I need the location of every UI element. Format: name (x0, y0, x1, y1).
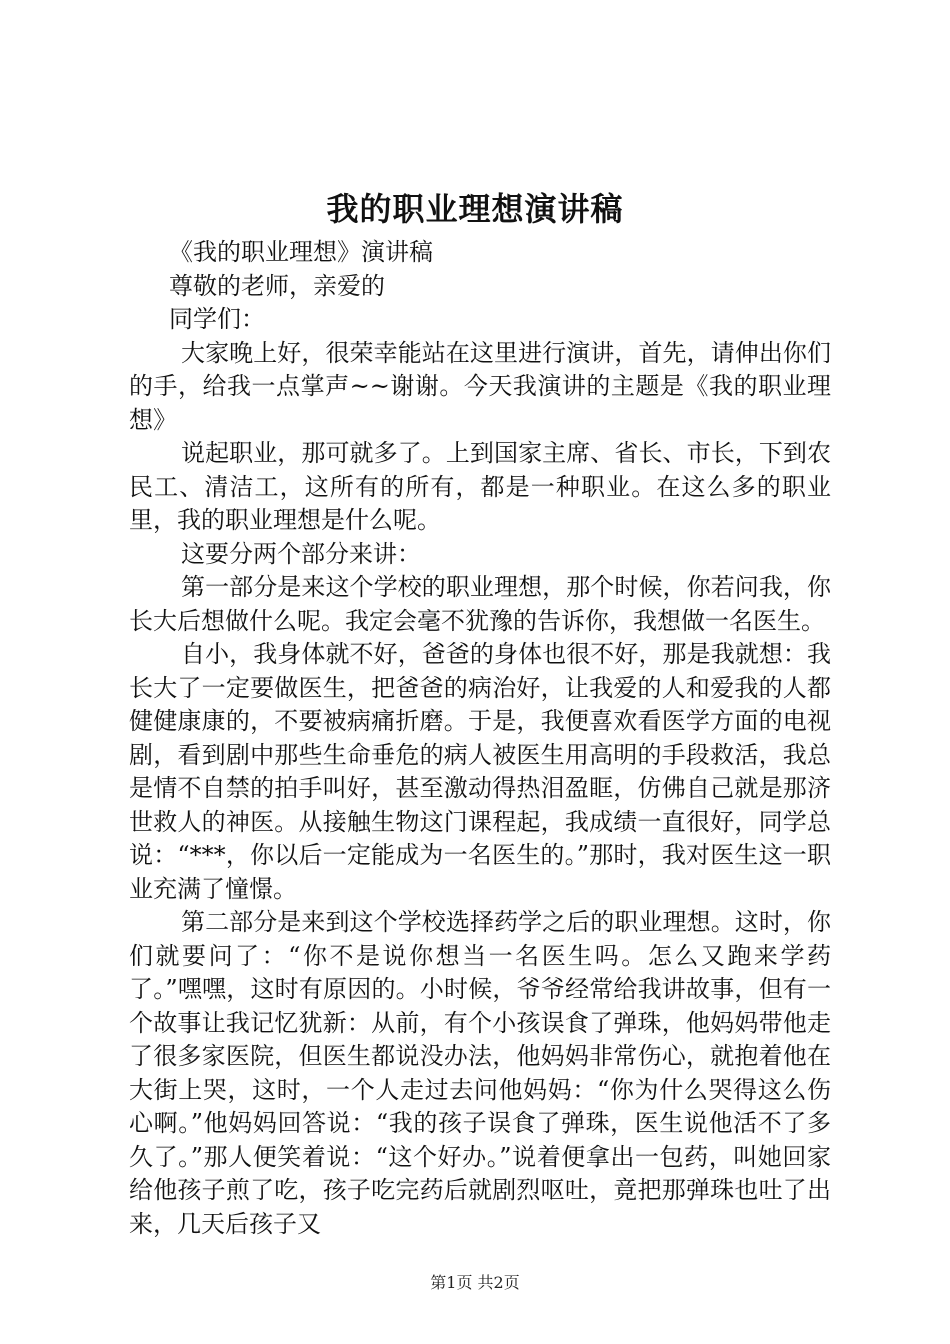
paragraph-two-parts: 这要分两个部分来讲： (181, 539, 421, 568)
document-title: 我的职业理想演讲稿 (326, 190, 624, 228)
salutation-line-2: 同学们： (169, 305, 265, 333)
document-body (129, 236, 831, 1241)
paragraph-part-two: 第二部分是来到这个学校选择药学之后的职业理想。这时，你们就要问了：“你不是说你想当一名医生吗。怎么又跑来学药了。”嘿嘿，这时有原因的。小时候，爷爷经常给我讲故事，但有一个故事让我记忆犹新：从前，有个小孩误食了弹珠，他妈妈带他走了很多家医院，但医生都说没办法，他妈妈非常伤心，就抱着他在大街上哭，这时，一个人走过去问他妈妈：“你为什么哭得这么伤心啊。”他妈妈回答说：“我的孩子误食了弹珠，医生说他活不了多久了。”那人便笑着说：“这个好办。”说着便拿出一包药，叫她回家给他孩子煎了吃，孩子吃完药后就剧烈呕吐，竟把那弹珠也吐了出来，几天后孩子又 (129, 908, 831, 1238)
speech-heading: 《我的职业理想》演讲稿 (169, 238, 433, 266)
paragraph-part-one: 第一部分是来这个学校的职业理想，那个时候，你若问我，你长大后想做什么呢。我定会毫不犹豫的告诉你，我想做一名医生。 (129, 573, 831, 635)
paragraph-careers: 说起职业，那可就多了。上到国家主席、省长、市长，下到农民工、清洁工，这所有的所有，都是一种职业。在这么多的职业里，我的职业理想是什么呢。 (129, 439, 831, 534)
salutation-line-1: 尊敬的老师，亲爱的 (169, 271, 385, 300)
page-number-footer: 第1页 共2页 (430, 1273, 520, 1292)
paragraph-childhood: 自小，我身体就不好，爸爸的身体也很不好，那是我就想：我长大了一定要做医生，把爸爸的病治好，让我爱的人和爱我的人都健健康康的，不要被病痛折磨。于是，我便喜欢看医学方面的电视剧，看到剧中那些生命垂危的病人被医生用高明的手段救活，我总是情不自禁的拍手叫好，甚至激动得热泪盈眶，仿佛自己就是那济世救人的神医。从接触生物这门课程起，我成绩一直很好，同学总说：“***，你以后一定能成为一名医生的。”那时，我对医生这一职业充满了憧憬。 (129, 640, 831, 903)
paragraph-greeting: 大家晚上好，很荣幸能站在这里进行演讲，首先，请伸出你们的手，给我一点掌声~~谢谢。今天我演讲的主题是《我的职业理想》 (129, 338, 831, 434)
